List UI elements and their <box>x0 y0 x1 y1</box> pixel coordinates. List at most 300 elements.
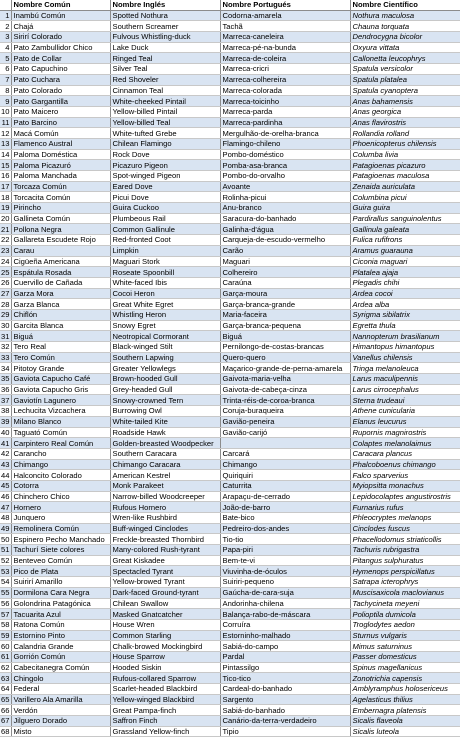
table-row <box>0 64 460 75</box>
english-name-cell: Eared Dove <box>110 181 220 192</box>
portuguese-name-cell: Sabiá-do-campo <box>220 641 350 652</box>
portuguese-name-cell: Pardal <box>220 651 350 662</box>
scientific-name-cell: Colaptes melanolaimus <box>350 438 460 449</box>
row-number: 51 <box>1 545 10 555</box>
portuguese-name-cell: Andorinha-chilena <box>220 598 350 609</box>
scientific-name-cell: Hymenops perspicillatus <box>350 566 460 577</box>
portuguese-name-cell: Arapaçu-de-cerrado <box>220 491 350 502</box>
scientific-name-cell: Tachuris rubrigastra <box>350 545 460 556</box>
common-name-cell: Biguá <box>11 331 110 342</box>
portuguese-name-cell: Estorninho-malhado <box>220 630 350 641</box>
table-row <box>0 406 460 417</box>
common-name-cell: Halconcito Colorado <box>11 470 110 481</box>
table-row <box>0 459 460 470</box>
common-name-cell: Flamenco Austral <box>11 138 110 149</box>
english-name-cell: Neotropical Cormorant <box>110 331 220 342</box>
portuguese-name-cell: João-de-barro <box>220 502 350 513</box>
row-number: 39 <box>1 417 10 427</box>
common-name-cell: Cigüeña Americana <box>11 256 110 267</box>
row-number: 21 <box>1 224 10 234</box>
row-number: 12 <box>1 128 10 138</box>
portuguese-name-cell: Marreca-colorada <box>220 85 350 96</box>
row-number: 62 <box>1 662 10 672</box>
header-scientific-name: Nombre Científico <box>350 0 460 10</box>
english-name-cell: Golden-breasted Woodpecker <box>110 438 220 449</box>
table-row <box>0 448 460 459</box>
common-name-cell: Tacuarita Azul <box>11 609 110 620</box>
row-number: 15 <box>1 160 10 170</box>
table-row <box>0 384 460 395</box>
common-name-cell: Gorrión Común <box>11 651 110 662</box>
portuguese-name-cell: Tipio <box>220 726 350 737</box>
table-row <box>0 726 460 737</box>
scientific-name-cell: Aramus guarauna <box>350 245 460 256</box>
common-name-cell: Lechucita Vizcachera <box>11 406 110 417</box>
table-row <box>0 106 460 117</box>
portuguese-name-cell: Avoante <box>220 181 350 192</box>
english-name-cell: Brown-hooded Gull <box>110 374 220 385</box>
portuguese-name-cell: Flamingo-chileno <box>220 138 350 149</box>
common-name-cell: Paloma Doméstica <box>11 149 110 160</box>
row-number: 64 <box>1 684 10 694</box>
scientific-name-cell: Tringa melanoleuca <box>350 363 460 374</box>
row-number: 17 <box>1 182 10 192</box>
common-name-cell: Espinero Pecho Manchado <box>11 534 110 545</box>
scientific-name-cell: Muscisaxicola maclovianus <box>350 587 460 598</box>
common-name-cell: Jilguero Dorado <box>11 716 110 727</box>
portuguese-name-cell: Tico-tico <box>220 673 350 684</box>
portuguese-name-cell: Codorna-amarela <box>220 10 350 21</box>
common-name-cell: Chinchero Chico <box>11 491 110 502</box>
table-row <box>0 705 460 716</box>
row-number: 22 <box>1 235 10 245</box>
scientific-name-cell: Nannopterum brasilianum <box>350 331 460 342</box>
portuguese-name-cell: Mergulhão-de-orelha-branca <box>220 128 350 139</box>
english-name-cell: White-faced Ibis <box>110 277 220 288</box>
row-number: 18 <box>1 192 10 202</box>
english-name-cell: Cocoi Heron <box>110 288 220 299</box>
common-name-cell: Tachurí Siete colores <box>11 545 110 556</box>
english-name-cell: Greater Yellowlegs <box>110 363 220 374</box>
common-name-cell: Pato Gargantilla <box>11 96 110 107</box>
table-row <box>0 716 460 727</box>
common-name-cell: Gaviota Capucho Gris <box>11 384 110 395</box>
common-name-cell: Cabecitanegra Común <box>11 662 110 673</box>
table-row <box>0 470 460 481</box>
common-name-cell: Chiflón <box>11 309 110 320</box>
table-row <box>0 651 460 662</box>
row-number: 50 <box>1 534 10 544</box>
common-name-cell: Torcaza Común <box>11 181 110 192</box>
portuguese-name-cell: Gaivota-maria-velha <box>220 374 350 385</box>
portuguese-name-cell: Viuvinha-de-óculos <box>220 566 350 577</box>
portuguese-name-cell: Caturrita <box>220 480 350 491</box>
english-name-cell: Snowy Egret <box>110 320 220 331</box>
portuguese-name-cell: Gavião-carijó <box>220 427 350 438</box>
common-name-cell: Pato de Collar <box>11 53 110 64</box>
row-number: 61 <box>1 652 10 662</box>
scientific-name-cell: Agelasticus thilius <box>350 694 460 705</box>
portuguese-name-cell: Pernilongo-de-costas-brancas <box>220 342 350 353</box>
english-name-cell: White-tufted Grebe <box>110 128 220 139</box>
common-name-cell: Federal <box>11 684 110 695</box>
scientific-name-cell: Sicalis flaveola <box>350 716 460 727</box>
row-number: 16 <box>1 171 10 181</box>
scientific-name-cell: Platalea ajaja <box>350 267 460 278</box>
portuguese-name-cell: Marreca-de-coleira <box>220 53 350 64</box>
english-name-cell: Grassland Yellow-finch <box>110 726 220 737</box>
table-row <box>0 96 460 107</box>
scientific-name-cell: Patagioenas picazuro <box>350 160 460 171</box>
row-number: 1 <box>0 10 11 21</box>
portuguese-name-cell: Marreca-pé-na-bunda <box>220 42 350 53</box>
common-name-cell: Gallineta Común <box>11 213 110 224</box>
scientific-name-cell: Gallinula galeata <box>350 224 460 235</box>
english-name-cell: Rock Dove <box>110 149 220 160</box>
table-row <box>0 641 460 652</box>
portuguese-name-cell: Gavião-peneira <box>220 416 350 427</box>
english-name-cell: Hooded Siskin <box>110 662 220 673</box>
table-body <box>0 10 460 737</box>
english-name-cell: Roseate Spoonbill <box>110 267 220 278</box>
row-number: 53 <box>1 566 10 576</box>
scientific-name-cell: Spatula cyanoptera <box>350 85 460 96</box>
common-name-cell: Pato Zambullidor Chico <box>11 42 110 53</box>
table-row <box>0 534 460 545</box>
english-name-cell: Cinnamon Teal <box>110 85 220 96</box>
common-name-cell: Pitotoy Grande <box>11 363 110 374</box>
english-name-cell: Many-colored Rush-tyrant <box>110 545 220 556</box>
table-row <box>0 117 460 128</box>
scientific-name-cell: Athene cunicularia <box>350 406 460 417</box>
common-name-cell: Garza Blanca <box>11 299 110 310</box>
english-name-cell: House Wren <box>110 619 220 630</box>
common-name-cell: Misto <box>11 726 110 737</box>
english-name-cell: Guira Cuckoo <box>110 203 220 214</box>
scientific-name-cell: Cinclodes fuscus <box>350 523 460 534</box>
row-number: 40 <box>1 427 10 437</box>
portuguese-name-cell: Tio-tio <box>220 534 350 545</box>
table-row <box>0 684 460 695</box>
portuguese-name-cell: Marreca-colhereira <box>220 74 350 85</box>
row-number: 56 <box>1 598 10 608</box>
portuguese-name-cell: Balança-rabo-de-máscara <box>220 609 350 620</box>
portuguese-name-cell: Rolinha-picui <box>220 192 350 203</box>
row-number: 11 <box>1 117 10 127</box>
row-number: 42 <box>1 449 10 459</box>
english-name-cell: Lake Duck <box>110 42 220 53</box>
row-number: 30 <box>1 320 10 330</box>
portuguese-name-cell: Galinha-d'água <box>220 224 350 235</box>
english-name-cell: Ringed Teal <box>110 53 220 64</box>
common-name-cell: Espátula Rosada <box>11 267 110 278</box>
scientific-name-cell: Ciconia maguari <box>350 256 460 267</box>
portuguese-name-cell: Biguá <box>220 331 350 342</box>
scientific-name-cell: Anas georgica <box>350 106 460 117</box>
english-name-cell: Spot-winged Pigeon <box>110 171 220 182</box>
table-row <box>0 42 460 53</box>
table-row <box>0 267 460 278</box>
english-name-cell: Yellow-browed Tyrant <box>110 577 220 588</box>
english-name-cell: Silver Teal <box>110 64 220 75</box>
common-name-cell: Pato Barcino <box>11 117 110 128</box>
table-row <box>0 288 460 299</box>
table-row <box>0 160 460 171</box>
english-name-cell: Saffron Finch <box>110 716 220 727</box>
portuguese-name-cell: Quiriquiri <box>220 470 350 481</box>
table-row <box>0 224 460 235</box>
table-row <box>0 427 460 438</box>
scientific-name-cell: Embernagra platensis <box>350 705 460 716</box>
row-number: 24 <box>1 256 10 266</box>
common-name-cell: Pato Colorado <box>11 85 110 96</box>
row-number: 20 <box>1 214 10 224</box>
portuguese-name-cell: Anu-branco <box>220 203 350 214</box>
english-name-cell: Burrowing Owl <box>110 406 220 417</box>
table-row <box>0 320 460 331</box>
portuguese-name-cell: Carcará <box>220 448 350 459</box>
scientific-name-cell: Tachycineta meyeni <box>350 598 460 609</box>
common-name-cell: Golondrina Patagónica <box>11 598 110 609</box>
english-name-cell: Grey-headed Gull <box>110 384 220 395</box>
common-name-cell: Cotorra <box>11 480 110 491</box>
header-row <box>0 0 460 10</box>
portuguese-name-cell: Pombo-doméstico <box>220 149 350 160</box>
portuguese-name-cell: Tachã <box>220 21 350 32</box>
english-name-cell: Freckle-breasted Thornbird <box>110 534 220 545</box>
english-name-cell: Chilean Flamingo <box>110 138 220 149</box>
table-row <box>0 149 460 160</box>
english-name-cell: American Kestrel <box>110 470 220 481</box>
scientific-name-cell: Sicalis luteola <box>350 726 460 737</box>
table-row <box>0 555 460 566</box>
portuguese-name-cell: Carão <box>220 245 350 256</box>
english-name-cell: Yellow-winged Blackbird <box>110 694 220 705</box>
common-name-cell: Carau <box>11 245 110 256</box>
scientific-name-cell: Syrigma sibilatrix <box>350 309 460 320</box>
portuguese-name-cell: Marreca-caneleira <box>220 32 350 43</box>
english-name-cell: Picui Dove <box>110 192 220 203</box>
row-number: 25 <box>1 267 10 277</box>
english-name-cell: Fulvous Whistling-duck <box>110 32 220 43</box>
portuguese-name-cell: Maria-faceira <box>220 309 350 320</box>
common-name-cell: Hornero <box>11 502 110 513</box>
table-row <box>0 128 460 139</box>
table-row <box>0 309 460 320</box>
table-row <box>0 587 460 598</box>
scientific-name-cell: Vanellus chilensis <box>350 352 460 363</box>
english-name-cell: Dark-faced Ground-tyrant <box>110 587 220 598</box>
table-row <box>0 374 460 385</box>
scientific-name-cell: Spatula versicolor <box>350 64 460 75</box>
portuguese-name-cell: Canário-da-terra-verdadeiro <box>220 716 350 727</box>
scientific-name-cell: Mimus saturninus <box>350 641 460 652</box>
english-name-cell: Snowy-crowned Tern <box>110 395 220 406</box>
table-row <box>0 491 460 502</box>
english-name-cell: White-cheeked Pintail <box>110 96 220 107</box>
row-number: 8 <box>0 85 11 96</box>
portuguese-name-cell: Carqueja-de-escudo-vermelho <box>220 235 350 246</box>
common-name-cell: Pato Cuchara <box>11 74 110 85</box>
row-number: 41 <box>1 438 10 448</box>
table-row <box>0 662 460 673</box>
row-number: 37 <box>1 395 10 405</box>
scientific-name-cell: Sturnus vulgaris <box>350 630 460 641</box>
row-number: 35 <box>1 374 10 384</box>
portuguese-name-cell: Gaivota-de-cabeça-cinza <box>220 384 350 395</box>
table-row <box>0 10 460 21</box>
scientific-name-cell: Callonetta leucophrys <box>350 53 460 64</box>
table-row <box>0 181 460 192</box>
scientific-name-cell: Caracara plancus <box>350 448 460 459</box>
portuguese-name-cell: Garça-branca-grande <box>220 299 350 310</box>
row-number: 63 <box>1 673 10 683</box>
scientific-name-cell: Anas bahamensis <box>350 96 460 107</box>
common-name-cell: Gallareta Escudete Rojo <box>11 235 110 246</box>
portuguese-name-cell: Quero-quero <box>220 352 350 363</box>
english-name-cell: Maguari Stork <box>110 256 220 267</box>
scientific-name-cell: Anas flavirostris <box>350 117 460 128</box>
table-row <box>0 331 460 342</box>
english-name-cell: Whistling Heron <box>110 309 220 320</box>
portuguese-name-cell: Pintassilgo <box>220 662 350 673</box>
common-name-cell: Milano Blanco <box>11 416 110 427</box>
row-number: 28 <box>1 299 10 309</box>
scientific-name-cell: Passer domesticus <box>350 651 460 662</box>
common-name-cell: Varillero Ala Amarilla <box>11 694 110 705</box>
portuguese-name-cell: Papa-piri <box>220 545 350 556</box>
common-name-cell: Pirincho <box>11 203 110 214</box>
scientific-name-cell: Fulica rufifrons <box>350 235 460 246</box>
scientific-name-cell: Larus cirrocephalus <box>350 384 460 395</box>
table-row <box>0 203 460 214</box>
row-number: 47 <box>1 502 10 512</box>
english-name-cell: Great White Egret <box>110 299 220 310</box>
english-name-cell: Picazuro Pigeon <box>110 160 220 171</box>
scientific-name-cell: Himantopus himantopus <box>350 342 460 353</box>
row-number: 5 <box>0 53 11 64</box>
row-number: 44 <box>1 470 10 480</box>
scientific-name-cell: Phleocryptes melanops <box>350 513 460 524</box>
row-number: 43 <box>1 459 10 469</box>
row-number: 23 <box>1 246 10 256</box>
row-number: 66 <box>1 705 10 715</box>
row-number: 9 <box>0 96 11 107</box>
portuguese-name-cell: Gaúcha-de-cara-suja <box>220 587 350 598</box>
row-number: 3 <box>0 32 11 43</box>
common-name-cell: Carancho <box>11 448 110 459</box>
scientific-name-cell: Pitangus sulphuratus <box>350 555 460 566</box>
row-number: 19 <box>1 203 10 213</box>
table-row <box>0 694 460 705</box>
english-name-cell: White-tailed Kite <box>110 416 220 427</box>
row-number: 54 <box>1 577 10 587</box>
portuguese-name-cell: Pedreiro-dos-andes <box>220 523 350 534</box>
common-name-cell: Pato Capuchino <box>11 64 110 75</box>
english-name-cell: Rufous Hornero <box>110 502 220 513</box>
scientific-name-cell: Plegadis chihi <box>350 277 460 288</box>
table-row <box>0 171 460 182</box>
row-number: 65 <box>1 695 10 705</box>
table-row <box>0 438 460 449</box>
table-row <box>0 619 460 630</box>
row-number: 13 <box>1 139 10 149</box>
row-number: 46 <box>1 491 10 501</box>
common-name-cell: Junquero <box>11 513 110 524</box>
row-number: 6 <box>0 64 11 75</box>
scientific-name-cell: Columba livia <box>350 149 460 160</box>
common-name-cell: Remolinera Común <box>11 523 110 534</box>
scientific-name-cell: Sterna trudeaui <box>350 395 460 406</box>
common-name-cell: Sirirí Colorado <box>11 32 110 43</box>
scientific-name-cell: Polioptila dumicola <box>350 609 460 620</box>
header-number <box>0 0 11 10</box>
scientific-name-cell: Pardirallus sanguinolentus <box>350 213 460 224</box>
table-row <box>0 342 460 353</box>
common-name-cell: Carpintero Real Común <box>11 438 110 449</box>
row-number: 33 <box>1 353 10 363</box>
portuguese-name-cell: Maguari <box>220 256 350 267</box>
table-row <box>0 598 460 609</box>
scientific-name-cell: Dendrocygna bicolor <box>350 32 460 43</box>
table-row <box>0 53 460 64</box>
table-row <box>0 299 460 310</box>
portuguese-name-cell: Garça-moura <box>220 288 350 299</box>
english-name-cell: Masked Gnatcatcher <box>110 609 220 620</box>
english-name-cell: Red Shoveler <box>110 74 220 85</box>
table-row <box>0 513 460 524</box>
common-name-cell: Chimango <box>11 459 110 470</box>
row-number: 32 <box>1 342 10 352</box>
scientific-name-cell: Spatula platalea <box>350 74 460 85</box>
common-name-cell: Dormilona Cara Negra <box>11 587 110 598</box>
row-number: 29 <box>1 310 10 320</box>
english-name-cell: Southern Screamer <box>110 21 220 32</box>
scientific-name-cell: Troglodytes aedon <box>350 619 460 630</box>
common-name-cell: Gaviota Capucho Café <box>11 374 110 385</box>
portuguese-name-cell: Chimango <box>220 459 350 470</box>
table-row <box>0 395 460 406</box>
common-name-cell: Paloma Manchada <box>11 171 110 182</box>
row-number: 36 <box>1 385 10 395</box>
table-row <box>0 138 460 149</box>
common-name-cell: Calandria Grande <box>11 641 110 652</box>
scientific-name-cell: Chauna torquata <box>350 21 460 32</box>
portuguese-name-cell: Caraúna <box>220 277 350 288</box>
table-row <box>0 609 460 620</box>
scientific-name-cell: Amblyramphus holosericeus <box>350 684 460 695</box>
common-name-cell: Inambú Común <box>11 10 110 21</box>
common-name-cell: Taguató Común <box>11 427 110 438</box>
portuguese-name-cell: Trinta-réis-de-coroa-branca <box>220 395 350 406</box>
header-english-name: Nombre Inglés <box>110 0 220 10</box>
common-name-cell: Ratona Común <box>11 619 110 630</box>
table-row <box>0 277 460 288</box>
row-number: 10 <box>1 107 10 117</box>
scientific-name-cell: Elanus leucurus <box>350 416 460 427</box>
scientific-name-cell: Ardea cocoi <box>350 288 460 299</box>
scientific-name-cell: Phalcoboenus chimango <box>350 459 460 470</box>
row-number: 57 <box>1 609 10 619</box>
scientific-name-cell: Spinus magellanicus <box>350 662 460 673</box>
scientific-name-cell: Oxyura vittata <box>350 42 460 53</box>
common-name-cell: Paloma Picazuró <box>11 160 110 171</box>
scientific-name-cell: Myiopsitta monachus <box>350 480 460 491</box>
common-name-cell: Tero Común <box>11 352 110 363</box>
row-number: 49 <box>1 524 10 534</box>
table-row <box>0 480 460 491</box>
english-name-cell: Common Starling <box>110 630 220 641</box>
